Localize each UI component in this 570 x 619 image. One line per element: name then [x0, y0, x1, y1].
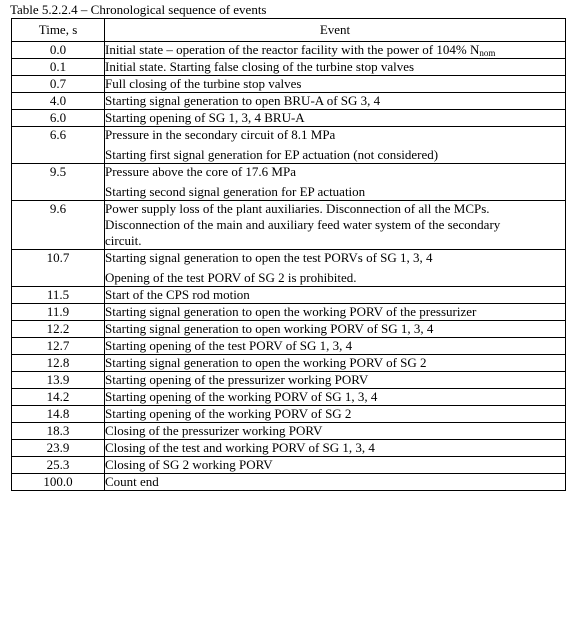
table-row	[12, 389, 566, 406]
event-text-content: Starting signal generation to open the working PORV of the pressurizer	[105, 304, 477, 319]
event-cell	[105, 110, 566, 127]
table-row	[12, 304, 566, 321]
event-text	[105, 184, 565, 200]
time-cell: 10.7	[12, 250, 105, 287]
event-cell	[105, 93, 566, 110]
event-text	[105, 59, 565, 75]
event-text	[105, 270, 565, 286]
event-text-content: Starting opening of the working PORV of SG 1, 3, 4	[105, 389, 378, 404]
event-text-content: Starting opening of the test PORV of SG 1, 3, 4	[105, 338, 353, 353]
event-text	[105, 457, 565, 473]
event-text	[105, 372, 565, 388]
event-cell	[105, 250, 566, 287]
event-cell	[105, 76, 566, 93]
event-text	[105, 423, 565, 439]
event-text	[105, 440, 565, 456]
event-text-content: Starting signal generation to open the working PORV of SG 2	[105, 355, 427, 370]
event-text	[105, 304, 565, 320]
table-row	[12, 338, 566, 355]
event-cell	[105, 321, 566, 338]
event-cell	[105, 474, 566, 491]
event-cell	[105, 338, 566, 355]
event-text-content: circuit.	[105, 233, 142, 248]
event-cell	[105, 406, 566, 423]
event-text-content: Pressure above the core of 17.6 MPa	[105, 164, 296, 179]
event-text-content: Starting signal generation to open working PORV of SG 1, 3, 4	[105, 321, 434, 336]
table-row	[12, 474, 566, 491]
event-text	[105, 201, 565, 217]
header-event: Event	[105, 19, 566, 42]
time-cell: 12.7	[12, 338, 105, 355]
event-text	[105, 338, 565, 354]
time-cell: 25.3	[12, 457, 105, 474]
event-cell	[105, 287, 566, 304]
event-cell	[105, 355, 566, 372]
table-row	[12, 42, 566, 59]
time-cell: 4.0	[12, 93, 105, 110]
time-cell: 0.0	[12, 42, 105, 59]
event-cell	[105, 389, 566, 406]
table-row	[12, 355, 566, 372]
event-text-content: Starting second signal generation for EP actuation	[105, 184, 366, 199]
event-text	[105, 250, 565, 266]
table-row	[12, 127, 566, 164]
event-text-content: Power supply loss of the plant auxiliaries. Disconnection of all the MCPs.	[105, 201, 490, 216]
event-cell	[105, 127, 566, 164]
event-text	[105, 217, 565, 233]
time-cell: 9.5	[12, 164, 105, 201]
table-row	[12, 457, 566, 474]
time-cell: 9.6	[12, 201, 105, 250]
event-text-content: Starting opening of SG 1, 3, 4 BRU-A	[105, 110, 305, 125]
event-text	[105, 474, 565, 490]
event-cell	[105, 59, 566, 76]
event-text	[105, 93, 565, 109]
table-row	[12, 164, 566, 201]
event-text-content: Start of the CPS rod motion	[105, 287, 250, 302]
table-row	[12, 287, 566, 304]
event-cell	[105, 201, 566, 250]
event-text-content: Starting opening of the working PORV of SG 2	[105, 406, 352, 421]
event-text	[105, 110, 565, 126]
time-cell: 0.1	[12, 59, 105, 76]
table-caption: Table 5.2.2.4 – Chronological sequence of events	[10, 2, 267, 17]
time-cell: 100.0	[12, 474, 105, 491]
event-cell	[105, 457, 566, 474]
time-cell: 13.9	[12, 372, 105, 389]
event-text-content: Opening of the test PORV of SG 2 is prohibited.	[105, 270, 357, 285]
table-row	[12, 321, 566, 338]
event-cell	[105, 440, 566, 457]
event-text	[105, 42, 565, 58]
table-row	[12, 59, 566, 76]
event-text-content: Initial state. Starting false closing of the turbine stop valves	[105, 59, 415, 74]
event-text	[105, 389, 565, 405]
event-text-content: Initial state – operation of the reactor facility with the power of 104% N	[105, 42, 480, 57]
table-row	[12, 372, 566, 389]
time-cell: 11.9	[12, 304, 105, 321]
event-cell	[105, 304, 566, 321]
table-row	[12, 76, 566, 93]
table-row	[12, 110, 566, 127]
table-body	[12, 42, 566, 491]
time-cell: 6.6	[12, 127, 105, 164]
event-text	[105, 127, 565, 143]
event-text	[105, 233, 565, 249]
event-text-content: Closing of SG 2 working PORV	[105, 457, 273, 472]
time-cell: 14.8	[12, 406, 105, 423]
event-text-content: Starting signal generation to open BRU-A of SG 3, 4	[105, 93, 381, 108]
time-cell: 0.7	[12, 76, 105, 93]
event-text	[105, 76, 565, 92]
event-cell	[105, 164, 566, 201]
table-row	[12, 250, 566, 287]
event-text	[105, 321, 565, 337]
event-text-content: Starting signal generation to open the test PORVs of SG 1, 3, 4	[105, 250, 433, 265]
events-table	[11, 18, 566, 491]
table-header-row	[12, 19, 566, 42]
event-text-content: Count end	[105, 474, 159, 489]
time-cell: 12.8	[12, 355, 105, 372]
time-cell: 23.9	[12, 440, 105, 457]
event-text-content: Disconnection of the main and auxiliary feed water system of the secondary	[105, 217, 501, 232]
table-row	[12, 201, 566, 250]
header-time: Time, s	[12, 19, 105, 42]
event-cell	[105, 372, 566, 389]
event-text-content: Closing of the test and working PORV of SG 1, 3, 4	[105, 440, 375, 455]
event-text-content: Closing of the pressurizer working PORV	[105, 423, 323, 438]
event-text	[105, 287, 565, 303]
event-text	[105, 406, 565, 422]
time-cell: 12.2	[12, 321, 105, 338]
time-cell: 14.2	[12, 389, 105, 406]
time-cell: 11.5	[12, 287, 105, 304]
event-text	[105, 355, 565, 371]
time-cell: 6.0	[12, 110, 105, 127]
table-row	[12, 93, 566, 110]
event-text-content: Starting opening of the pressurizer working PORV	[105, 372, 369, 387]
event-cell	[105, 423, 566, 440]
event-text	[105, 147, 565, 163]
time-cell: 18.3	[12, 423, 105, 440]
event-cell	[105, 42, 566, 59]
table-row	[12, 423, 566, 440]
table-row	[12, 440, 566, 457]
event-text	[105, 164, 565, 180]
subscript: nom	[479, 48, 496, 58]
event-text-content: Full closing of the turbine stop valves	[105, 76, 302, 91]
event-text-content: Starting first signal generation for EP actuation (not considered)	[105, 147, 439, 162]
event-text-content: Pressure in the secondary circuit of 8.1 MPa	[105, 127, 336, 142]
table-row	[12, 406, 566, 423]
